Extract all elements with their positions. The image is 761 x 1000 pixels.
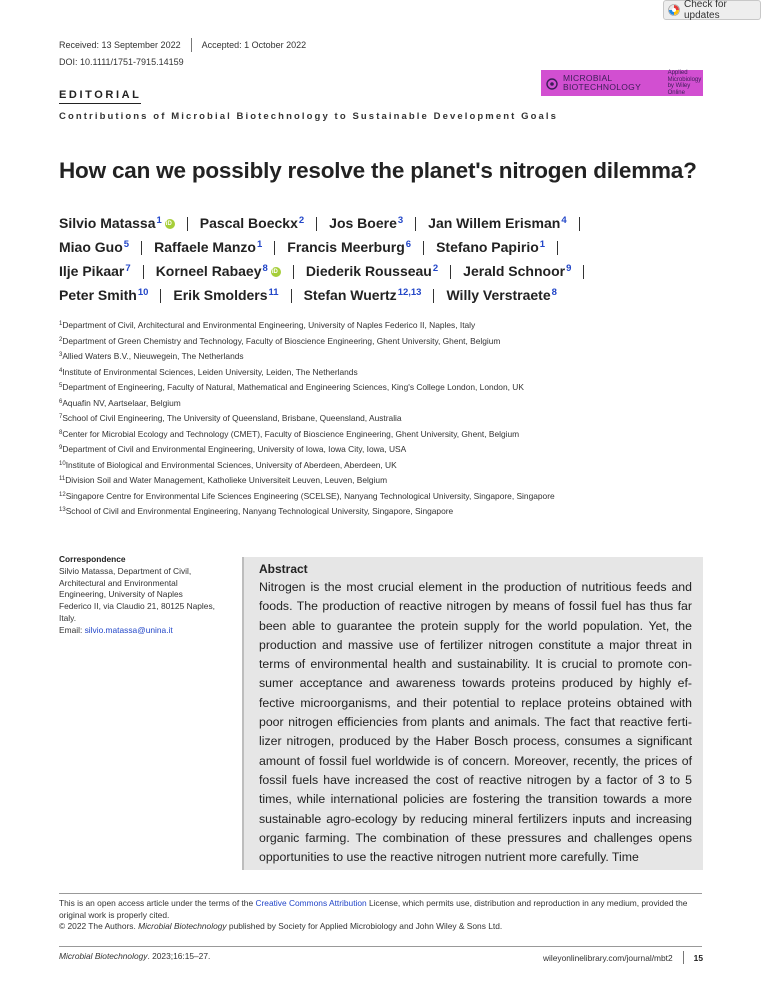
divider <box>191 38 192 52</box>
journal-name <box>563 74 652 92</box>
author-separator <box>316 217 317 231</box>
author[interactable]: Ilje Pikaar $^7$ <box>59 262 131 279</box>
cc-license-link[interactable]: Creative Commons Attribution <box>255 898 367 908</box>
author[interactable]: Miao Guo $^5$ <box>59 238 130 255</box>
copyright-text: © 2022 The Authors. Microbial Biotechnology published by Society for Applied Microbiology and John Wiley & Sons Ltd. <box>59 921 503 931</box>
license-note <box>59 898 704 933</box>
society-line3: by Wiley Online <box>667 83 691 96</box>
author[interactable]: Willy Verstraete $^8$ <box>446 286 557 303</box>
affiliation: $^{13}$School of Civil and Environmental Engineering, Nanyang Technological University, Singapore, Singapore <box>59 506 454 516</box>
footer-divider <box>59 946 702 947</box>
series-title: Contributions of Microbial Biotechnology to Sustainable Development Goals <box>59 111 559 122</box>
author-separator <box>423 241 424 255</box>
dates-line <box>59 38 306 52</box>
received-date: Received: 13 September 2022 <box>59 40 181 50</box>
orcid-icon[interactable] <box>271 267 281 277</box>
footnote-divider <box>59 893 702 894</box>
author-row <box>59 212 719 236</box>
orcid-icon[interactable] <box>165 219 175 229</box>
society-line2: Microbiology <box>667 76 702 83</box>
abstract-rule <box>242 557 244 870</box>
page-number: 15 <box>693 952 703 963</box>
affiliation-list <box>59 318 699 520</box>
author-row <box>59 284 719 308</box>
author[interactable]: Jan Willem Erisman $^4$ <box>428 214 567 231</box>
author[interactable]: Jos Boere $^3$ <box>329 214 404 231</box>
affiliation: $^6$Aquafin NV, Aartselaar, Belgium <box>59 397 181 408</box>
author-separator <box>274 241 275 255</box>
author[interactable]: Raffaele Manzo $^1$ <box>154 238 263 255</box>
author[interactable]: Pascal Boeckx $^2$ <box>199 214 305 231</box>
author[interactable]: Erik Smolders $^{11}$ <box>173 286 279 303</box>
author-separator <box>141 241 142 255</box>
correspondence-line: Architectural and Environmental <box>59 577 178 588</box>
email-link[interactable]: silvio.matassa@unina.it <box>84 624 173 635</box>
affiliation: $^2$Department of Green Chemistry and Technology, Faculty of Bioscience Engineering, Ghent University, Ghent, Belgium <box>59 335 501 346</box>
author[interactable]: Francis Meerburg $^6$ <box>287 238 412 255</box>
correspondence-line: Engineering, University of Naples <box>59 589 183 600</box>
affiliation: $^5$Department of Engineering, Faculty of Natural, Mathematical and Engineering Sciences, King's College London, London, UK <box>59 382 524 392</box>
affiliation: $^{12}$Singapore Centre for Environmental Life Sciences Engineering (SCELSE), Nanyang Technological University, Singapore, Singapore <box>59 490 555 501</box>
accepted-date: Accepted: 1 October 2022 <box>201 40 307 50</box>
author-separator <box>160 289 161 303</box>
journal-url[interactable]: wileyonlinelibrary.com/journal/mbt2 <box>542 952 673 963</box>
check-for-updates-button[interactable] <box>663 0 761 20</box>
author-separator <box>433 289 434 303</box>
author[interactable]: Korneel Rabaey $^8$ iD <box>156 259 281 286</box>
journal-logo <box>541 70 703 96</box>
affiliation: $^7$School of Civil Engineering, The University of Queensland, Brisbane, Queensland, Australia <box>59 413 402 423</box>
author-separator <box>291 289 292 303</box>
author-separator <box>187 217 188 231</box>
author[interactable]: Jerald Schnoor $^9$ <box>463 262 572 279</box>
correspondence-line: Italy. <box>59 612 77 623</box>
author-separator <box>557 241 558 255</box>
journal-name-line2: BIOTECHNOLOGY <box>563 82 642 92</box>
affiliation: $^1$Department of Civil, Architectural and Environmental Engineering, University of Naples Federico II, Naples, Italy <box>59 320 476 330</box>
article-title: How can we possibly resolve the planet's nitrogen dilemma? <box>59 158 697 183</box>
affiliation: $^3$Allied Waters B.V., Nieuwegein, The Netherlands <box>59 351 244 361</box>
divider <box>683 951 684 964</box>
abstract-heading: Abstract <box>259 562 308 576</box>
footer-right <box>543 951 703 964</box>
society-logo <box>668 70 703 96</box>
society-line1: Applied <box>667 70 688 76</box>
doi[interactable]: DOI: 10.1111/1751-7915.14159 <box>59 57 184 67</box>
author-row <box>59 236 719 260</box>
author-separator <box>293 265 294 279</box>
author-separator <box>450 265 451 279</box>
correspondence <box>59 554 234 637</box>
correspondence-heading: Correspondence <box>59 554 126 564</box>
author[interactable]: Stefan Wuertz $^{12,13}$ <box>303 286 422 303</box>
author-separator <box>415 217 416 231</box>
author-list <box>59 212 719 308</box>
correspondence-line: Federico II, via Claudio 21, 80125 Naples, <box>59 601 215 612</box>
journal-mark-icon <box>546 77 558 89</box>
correspondence-email-line <box>59 625 234 637</box>
author[interactable]: Diederik Rousseau $^2$ <box>305 262 439 279</box>
license-text: This is an open access article under the terms of the Creative Commons Attribution License, which permits use, distribution and reproduction in any medium, provided the original work is properly cited. <box>59 898 688 920</box>
email-label: Email: <box>59 624 85 635</box>
correspondence-line: Silvio Matassa, Department of Civil, <box>59 565 192 576</box>
section-label: EDITORIAL <box>59 89 141 104</box>
author-separator <box>143 265 144 279</box>
author[interactable]: Silvio Matassa $^1$ iD <box>59 211 175 238</box>
journal-name-line1: MICROBIAL <box>563 73 613 83</box>
author[interactable]: Peter Smith $^{10}$ <box>59 286 149 303</box>
affiliation: $^8$Center for Microbial Ecology and Technology (CMET), Faculty of Bioscience Engineering, Ghent University, Ghent, Belgium <box>59 428 520 439</box>
citation: Microbial Biotechnology. 2023;16:15–27. <box>59 951 211 961</box>
abstract-box <box>242 557 703 870</box>
affiliation: $^{11}$Division Soil and Water Management, Katholieke Universiteit Leuven, Leuven, Belgium <box>59 475 388 485</box>
affiliation: $^{10}$Institute of Biological and Environmental Sciences, University of Aberdeen, Aberdeen, UK <box>59 459 397 470</box>
author-row <box>59 260 719 284</box>
check-for-updates-label: Check for updates <box>684 0 727 21</box>
affiliation: $^9$Department of Civil and Environmental Engineering, University of Iowa, Iowa City, Iowa, USA <box>59 444 407 454</box>
abstract-body: Nitrogen is the most crucial element in the production of nutritious feeds and foods. The production of reactive nitrogen by means of fossil fuel has thus far been able to guarantee the protein supply for the world population. Yet, the production and massive use of fertilizer nitrogen constitute a major threat in terms of environmental health and sustainability. It is crucial to promote consumer acceptance and awareness towards proteins produced by highly effective microorganisms, and their potential to replace proteins obtained with poor nitrogen efficiencies from plants and animals. The fact that reactive fertilizer nitrogen, produced by the Haber Bosch process, consumes a significant amount of fossil fuel worldwide is of concern. Moreover, recently, the prices of fossil fuels have increased the cost of reactive nitrogen by a factor of 3 to 5 times, while international policies are fostering the transition towards a more sustainable agro-ecology by reducing mineral fertilizers inputs and increasing organic farming. The combination of these pressures and challenges opens opportunities to use the reactive nitrogen nutrient more carefully. Time <box>259 580 692 865</box>
author-separator <box>583 265 584 279</box>
affiliation: $^4$Institute of Environmental Sciences, Leiden University, Leiden, The Netherlands <box>59 366 358 377</box>
author-separator <box>579 217 580 231</box>
author[interactable]: Stefano Papirio $^1$ <box>436 238 546 255</box>
crossmark-icon <box>668 4 680 16</box>
